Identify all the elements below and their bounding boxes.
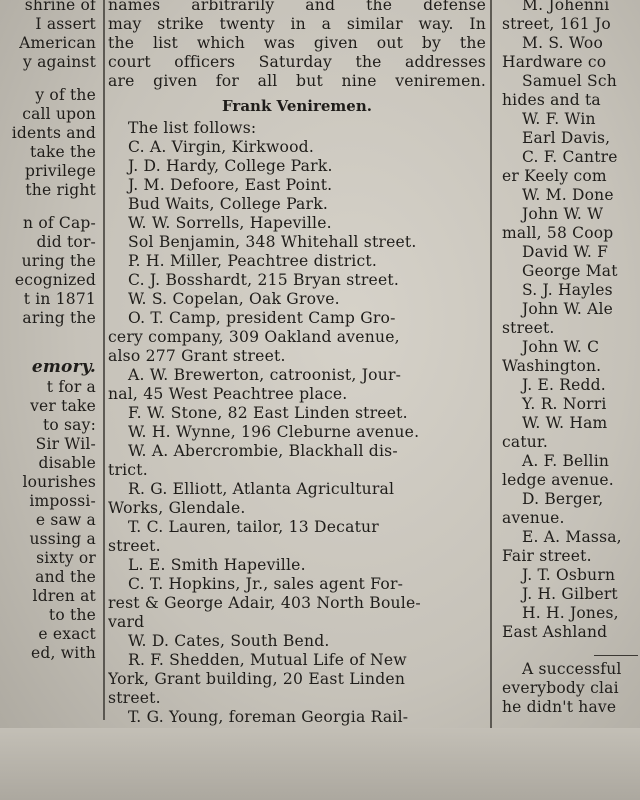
venireman-entry: nal, 45 West Peachtree place.	[108, 385, 348, 403]
right-entry: hides and ta	[502, 91, 601, 109]
right-entry: Samuel Sch	[522, 72, 617, 90]
right-entry: David W. F	[522, 243, 609, 261]
venireman-entry: W. S. Copelan, Oak Grove.	[128, 290, 340, 308]
intro-line: names arbitrarily and the defense	[108, 0, 486, 14]
right-entry: E. A. Massa,	[522, 528, 622, 546]
column-rule-left	[103, 0, 105, 720]
right-entry: S. J. Hayles	[522, 281, 613, 299]
left-line: take the	[30, 143, 96, 161]
right-entry: J. E. Redd.	[522, 376, 606, 394]
venireman-entry: C. T. Hopkins, Jr., sales agent For-	[128, 575, 404, 593]
left-line: American	[19, 34, 96, 52]
venireman-entry: R. G. Elliott, Atlanta Agricultural	[128, 480, 395, 498]
left-section-heading: emory.	[31, 357, 96, 377]
left-line: t for a	[46, 378, 96, 396]
right-entry: A. F. Bellin	[522, 452, 610, 470]
left-line: to say:	[42, 416, 96, 434]
right-column	[496, 0, 640, 717]
left-line: t in 1871	[23, 290, 96, 308]
venireman-entry: street.	[108, 537, 161, 555]
right-list	[496, 0, 640, 642]
left-line: to the	[48, 606, 96, 624]
venireman-entry: L. E. Smith Hapeville.	[128, 556, 306, 574]
venireman-list	[108, 119, 486, 727]
right-entry: John W. Ale	[522, 300, 614, 318]
right-entry: H. H. Jones,	[522, 604, 619, 622]
left-line: e saw a	[35, 511, 96, 529]
left-line: call upon	[22, 105, 96, 123]
left-line: ed, with	[31, 644, 96, 662]
closing-line: he didn't have	[502, 698, 617, 716]
right-entry: Fair street.	[502, 547, 592, 565]
left-line: lourishes	[22, 473, 96, 491]
right-entry: George Mat	[522, 262, 618, 280]
page-margin	[0, 728, 640, 800]
right-entry: Earl Davis,	[522, 129, 611, 147]
venireman-entry: York, Grant building, 20 East Linden	[108, 670, 406, 688]
intro-line: court officers Saturday the addresses	[108, 53, 486, 71]
subheading: Frank Veniremen.	[222, 97, 372, 115]
left-line: aring the	[22, 309, 96, 327]
left-line: y of the	[35, 86, 96, 104]
venireman-entry: trict.	[108, 461, 148, 479]
closing-line: everybody clai	[502, 679, 619, 697]
right-entry: Y. R. Norri	[522, 395, 607, 413]
venireman-entry: W. H. Wynne, 196 Cleburne avenue.	[128, 423, 420, 441]
article-intro	[108, 0, 486, 91]
venireman-entry: J. M. Defoore, East Point.	[128, 176, 333, 194]
right-entry: M. Johenni	[522, 0, 610, 14]
right-entry: W. W. Ham	[522, 414, 608, 432]
left-line: did tor-	[36, 233, 96, 251]
right-entry: street, 161 Jo	[502, 15, 611, 33]
venireman-entry: T. C. Lauren, tailor, 13 Decatur	[128, 518, 379, 536]
right-entry: street.	[502, 319, 555, 337]
right-entry: Washington.	[502, 357, 602, 375]
right-entry: East Ashland	[502, 623, 608, 641]
venireman-entry: W. W. Sorrells, Hapeville.	[128, 214, 332, 232]
right-entry: J. T. Osburn	[522, 566, 616, 584]
right-entry: John W. W	[522, 205, 604, 223]
venireman-entry: C. A. Virgin, Kirkwood.	[128, 138, 315, 156]
closing-line: A successful	[522, 660, 622, 678]
left-line: ver take	[30, 397, 96, 415]
intro-line: the list which was given out by the	[108, 34, 486, 52]
right-entry: John W. C	[522, 338, 600, 356]
left-line: ussing a	[29, 530, 96, 548]
venireman-entry: Sol Benjamin, 348 Whitehall street.	[128, 233, 417, 251]
right-entry: mall, 58 Coop	[502, 224, 614, 242]
venireman-entry: rest & George Adair, 403 North Boule-	[108, 594, 421, 612]
right-entry: W. F. Win	[522, 110, 596, 128]
venireman-entry: C. J. Bosshardt, 215 Bryan street.	[128, 271, 399, 289]
right-entry: J. H. Gilbert	[522, 585, 618, 603]
left-line: ldren at	[32, 587, 96, 605]
intro-line: may strike twenty in a similar way. In	[108, 15, 486, 33]
left-line: ecognized	[14, 271, 96, 289]
right-entry: catur.	[502, 433, 548, 451]
venireman-entry: R. F. Shedden, Mutual Life of New	[128, 651, 407, 669]
left-line: idents and	[11, 124, 96, 142]
column-rule-right	[490, 0, 492, 735]
venireman-entry: A. W. Brewerton, catroonist, Jour-	[128, 366, 402, 384]
left-line: I assert	[35, 15, 96, 33]
left-line: uring the	[21, 252, 96, 270]
venireman-entry: street.	[108, 689, 161, 707]
left-line: the right	[25, 181, 96, 199]
right-entry: M. S. Woo	[522, 34, 603, 52]
left-line: e exact	[38, 625, 96, 643]
left-line: sixty or	[36, 549, 96, 567]
venireman-entry: vard	[108, 613, 145, 631]
section-divider	[594, 655, 638, 656]
right-entry: D. Berger,	[522, 490, 604, 508]
venireman-entry: O. T. Camp, president Camp Gro-	[128, 309, 396, 327]
right-entry: ledge avenue.	[502, 471, 614, 489]
venireman-entry: P. H. Miller, Peachtree district.	[128, 252, 378, 270]
venireman-entry: The list follows:	[128, 119, 257, 137]
right-entry: C. F. Cantre	[522, 148, 618, 166]
venireman-entry: W. D. Cates, South Bend.	[128, 632, 330, 650]
venireman-entry: T. G. Young, foreman Georgia Rail-	[128, 708, 409, 726]
left-line: y against	[22, 53, 96, 71]
left-line: and the	[35, 568, 96, 586]
left-line: n of Cap-	[23, 214, 96, 232]
venireman-entry: also 277 Grant street.	[108, 347, 286, 365]
middle-column	[108, 0, 486, 727]
venireman-entry: cery company, 309 Oakland avenue,	[108, 328, 400, 346]
right-closing-paragraph	[496, 660, 640, 717]
left-line: Sir Wil-	[35, 435, 96, 453]
venireman-entry: J. D. Hardy, College Park.	[128, 157, 333, 175]
right-entry: avenue.	[502, 509, 565, 527]
right-entry: W. M. Done	[522, 186, 614, 204]
venireman-entry: Bud Waits, College Park.	[128, 195, 329, 213]
venireman-entry: Works, Glendale.	[108, 499, 246, 517]
venireman-entry: W. A. Abercrombie, Blackhall dis-	[128, 442, 398, 460]
left-line: impossi-	[29, 492, 96, 510]
left-column	[0, 0, 100, 663]
left-line: shrine of	[24, 0, 96, 14]
left-line: disable	[38, 454, 96, 472]
venireman-entry: F. W. Stone, 82 East Linden street.	[128, 404, 408, 422]
intro-line: are given for all but nine veniremen.	[108, 72, 486, 90]
right-entry: er Keely com	[502, 167, 607, 185]
left-line: privilege	[24, 162, 96, 180]
right-entry: Hardware co	[502, 53, 607, 71]
